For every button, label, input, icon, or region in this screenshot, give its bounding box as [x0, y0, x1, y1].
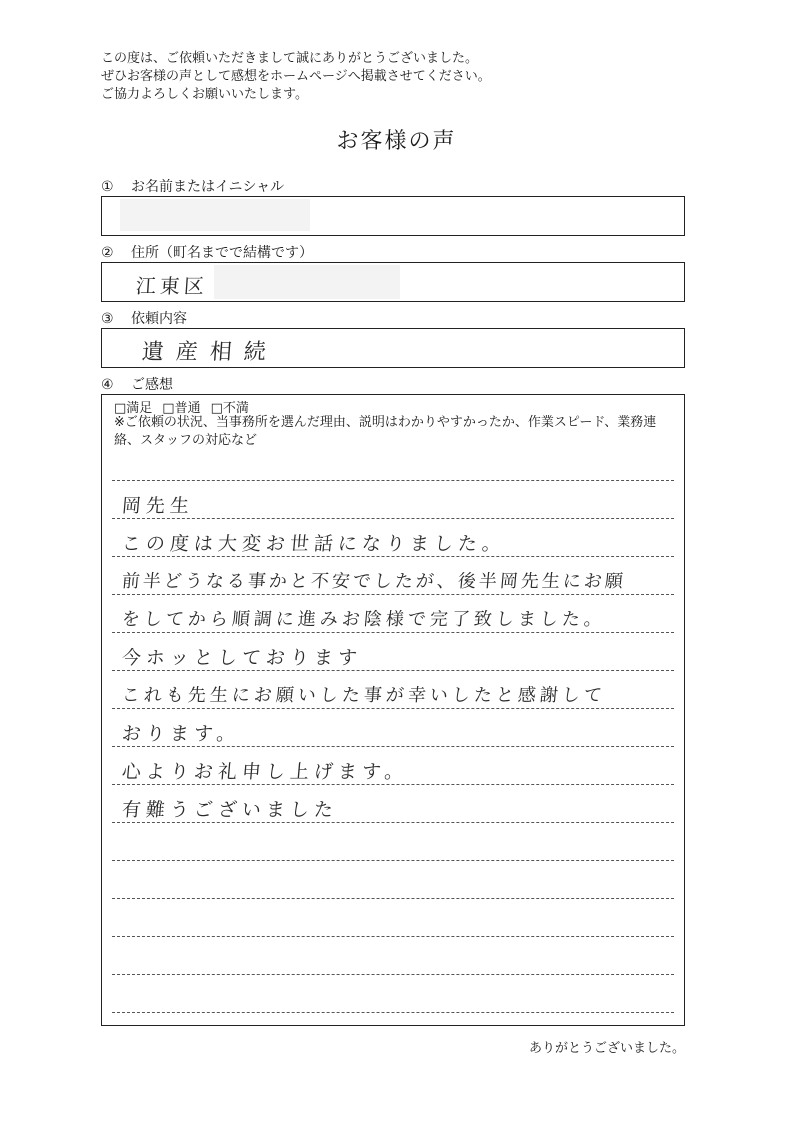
question-2-label — [101, 242, 313, 262]
closing-thanks: ありがとうございました。 — [528, 1041, 685, 1056]
address-answer: 江東区 — [135, 274, 209, 298]
intro-text — [101, 50, 491, 104]
impression-line-1: 岡先生 — [120, 495, 195, 517]
ruled-line — [112, 632, 674, 633]
option-normal[interactable]: □普通 — [162, 401, 201, 416]
question-2-text: 住所（町名までで結構です） — [131, 245, 313, 261]
ruled-line — [112, 480, 674, 481]
ruled-line — [112, 1012, 674, 1013]
question-2-number: ② — [101, 245, 114, 261]
name-answer-box[interactable] — [101, 196, 685, 236]
redacted-name — [120, 199, 310, 231]
option-dissatisfied[interactable]: □不満 — [210, 401, 249, 416]
ruled-line — [112, 518, 674, 519]
request-answer: 遺産相続 — [140, 340, 279, 365]
address-answer-box[interactable] — [101, 262, 685, 302]
ruled-line — [112, 974, 674, 975]
ruled-line — [112, 784, 674, 785]
question-3-number: ③ — [101, 311, 114, 327]
impression-line-9: 有難うございました — [120, 799, 339, 821]
redacted-address — [214, 265, 400, 299]
request-answer-box[interactable] — [101, 328, 685, 368]
page-title: お客様の声 — [336, 129, 457, 154]
question-1-text: お名前またはイニシャル — [131, 179, 285, 195]
intro-line-3: ご協力よろしくお願いいたします。 — [101, 87, 308, 102]
intro-line-1: この度は、ご依頼いただきまして誠にありがとうございました。 — [101, 51, 479, 66]
impression-line-4: をしてから順調に進みお陰様で完了致しました。 — [120, 609, 607, 630]
impression-answer-box[interactable] — [101, 394, 685, 1026]
ruled-line — [112, 898, 674, 899]
impression-line-5: 今ホッとしております — [120, 647, 363, 669]
impression-line-3: 前半どうなる事かと不安でしたが、後半岡先生にお願 — [120, 571, 627, 592]
ruled-line — [112, 708, 674, 709]
impression-line-2: この度は大変お世話になりました。 — [120, 533, 507, 555]
impression-line-6: これも先生にお願いした事が幸いしたと感謝して — [120, 685, 607, 706]
question-4-label — [101, 374, 173, 394]
ruled-line — [112, 860, 674, 861]
question-4-text: ご感想 — [131, 377, 173, 393]
impression-line-7: おります。 — [120, 723, 242, 745]
question-3-label — [101, 308, 187, 328]
impression-guidance-note: ※ご依頼の状況、当事務所を選んだ理由、説明はわかりやすかったか、作業スピード、業務連絡、スタッフの対応など — [114, 415, 657, 448]
question-1-label — [101, 176, 284, 196]
ruled-line — [112, 936, 674, 937]
impression-line-8: 心よりお礼申し上げます。 — [120, 761, 410, 783]
question-3-text: 依頼内容 — [131, 311, 187, 327]
option-satisfied[interactable]: □満足 — [114, 401, 153, 416]
ruled-line — [112, 822, 674, 823]
question-4-number: ④ — [101, 377, 114, 393]
question-1-number: ① — [101, 179, 114, 195]
ruled-line — [112, 670, 674, 671]
ruled-line — [112, 594, 674, 595]
ruled-line — [112, 746, 674, 747]
intro-line-2: ぜひお客様の声として感想をホームページへ掲載させてください。 — [101, 69, 491, 84]
ruled-line — [112, 556, 674, 557]
